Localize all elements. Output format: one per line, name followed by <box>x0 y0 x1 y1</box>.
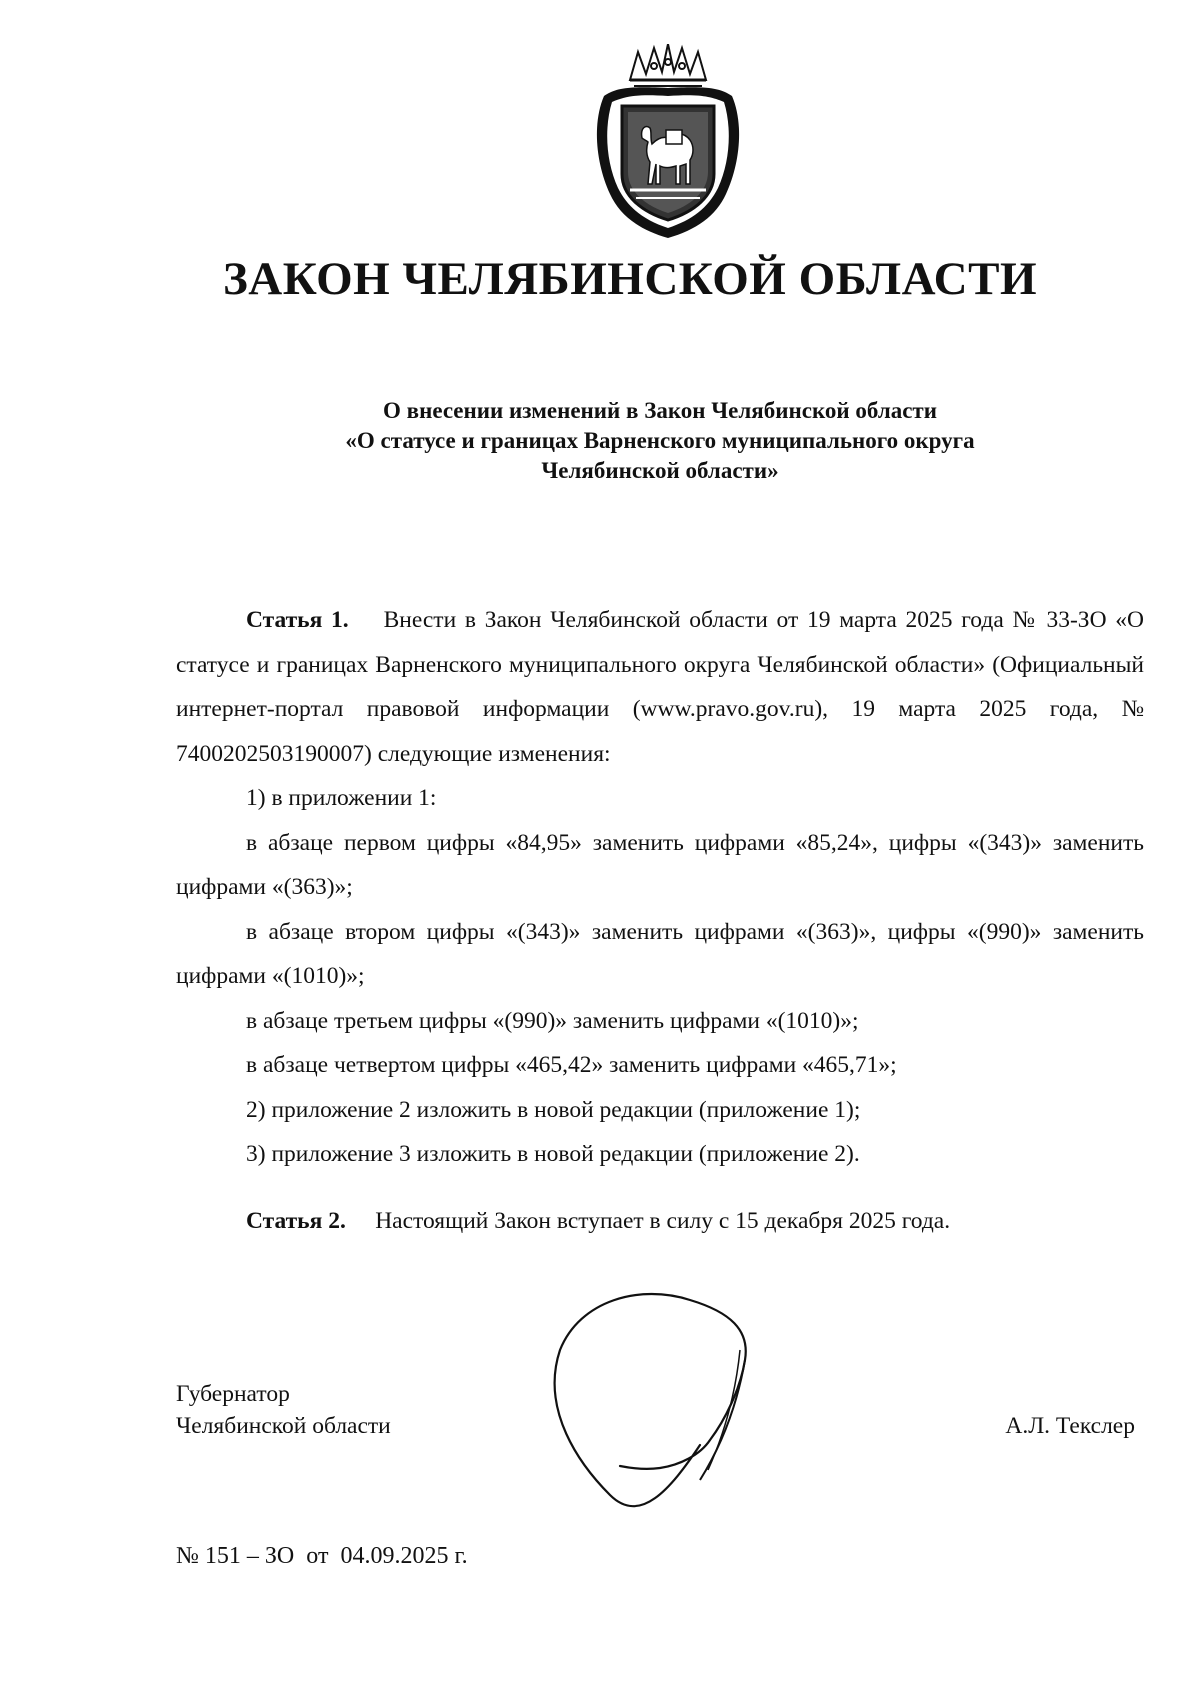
signatory-name: А.Л. Текслер <box>1005 1413 1135 1439</box>
document-body <box>176 598 1144 1243</box>
signatory-position-line: Губернатор <box>176 1381 290 1407</box>
law-registration <box>176 1543 468 1570</box>
list-item: в абзаце третьем цифры «(990)» заменить цифрами «(1010)»; <box>246 1007 859 1034</box>
article-2-label: Статья 2. <box>246 1207 346 1234</box>
list-item: в абзаце четвертом цифры «465,42» заменить цифрами «465,71»; <box>246 1052 897 1078</box>
subtitle-line: Челябинской области» <box>541 458 779 483</box>
list-item: 2) приложение 2 изложить в новой редакции (приложение 1); <box>246 1096 861 1123</box>
list-item: в абзаце втором цифры «(343)» заменить цифрами «(363)», цифры «(990)» заменить цифрами «(1010)»; <box>176 918 1144 989</box>
list-item: 1) в приложении 1: <box>246 785 437 811</box>
document-title: ЗАКОН ЧЕЛЯБИНСКОЙ ОБЛАСТИ <box>222 253 1038 305</box>
article-2-text: Настоящий Закон вступает в силу с 15 декабря 2025 года. <box>375 1207 951 1234</box>
spacer <box>176 1177 1144 1199</box>
list-item: в абзаце первом цифры «84,95» заменить цифрами «85,24», цифры «(343)» заменить цифрами «(363)»; <box>176 829 1144 900</box>
subtitle-line: О внесении изменений в Закон Челябинской области <box>383 398 937 423</box>
signatory-position-line: Челябинской области <box>176 1413 391 1439</box>
article-1 <box>176 598 1144 776</box>
coat-of-arms-emblem <box>590 44 746 240</box>
subtitle-line: «О статусе и границах Варненского муниципального округа <box>345 428 975 453</box>
list-item: 3) приложение 3 изложить в новой редакции (приложение 2). <box>246 1141 860 1167</box>
article-1-text: Внести в Закон Челябинской области от 19 марта 2025 года № 33-ЗО «О статусе и границах Варненского муниципального округа Челябинской области» (Официальный интернет-портал правовой информации (www.pravo.gov.ru), 19 марта 2025 года, № 7400202503190007) следующие изменения: <box>176 607 1145 767</box>
document-subtitle <box>180 396 1140 486</box>
law-from-label: от <box>306 1543 329 1569</box>
law-date: 04.09.2025 г. <box>340 1543 468 1569</box>
signatory-position <box>176 1378 391 1442</box>
article-2 <box>176 1199 1144 1244</box>
handwritten-signature <box>550 1290 760 1525</box>
article-1-label: Статья 1. <box>246 607 349 633</box>
law-number: № 151 – ЗО <box>176 1543 295 1569</box>
